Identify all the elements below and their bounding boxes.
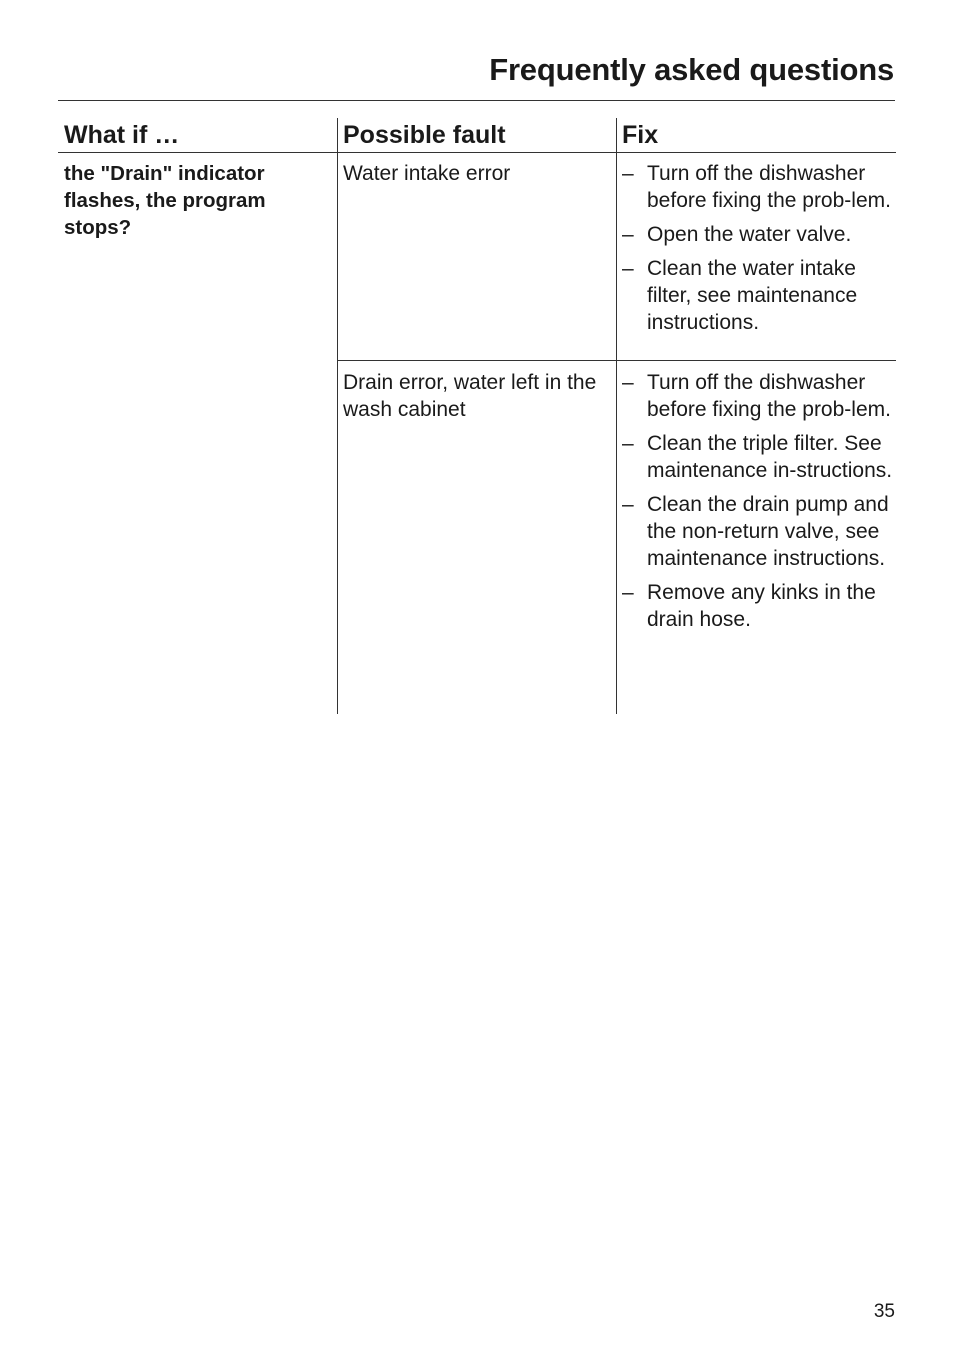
question-text: the "Drain" indicator flashes, the program stops? — [64, 162, 266, 239]
dash-bullet: – — [622, 223, 634, 246]
fix-text: Clean the drain pump and the non-return valve, see maintenance instructions. — [647, 493, 889, 570]
fix-item — [622, 430, 896, 484]
dash-bullet: – — [622, 257, 634, 280]
dash-bullet: – — [622, 581, 634, 604]
column-divider — [337, 118, 338, 714]
fault-cause: Water intake error — [343, 162, 511, 185]
fix-text: Turn off the dishwasher before fixing the prob-lem. — [647, 371, 891, 421]
header-possible-fault: Possible fault — [343, 121, 506, 149]
fix-item — [622, 579, 896, 633]
row-divider — [337, 360, 896, 361]
header-divider — [58, 152, 896, 153]
fix-item — [622, 369, 896, 423]
dash-bullet: – — [622, 162, 634, 185]
fix-text: Turn off the dishwasher before fixing the prob-lem. — [647, 162, 891, 212]
fix-item — [622, 491, 896, 572]
fix-text: Clean the triple filter. See maintenance in-structions. — [647, 432, 893, 482]
dash-bullet: – — [622, 493, 634, 516]
fault-cause: Drain error, water left in the wash cabinet — [343, 371, 597, 421]
page-title: Frequently asked questions — [489, 52, 894, 87]
fix-text: Clean the water intake filter, see maintenance instructions. — [647, 257, 858, 334]
column-divider — [616, 118, 617, 714]
fix-list — [622, 160, 896, 343]
title-divider — [58, 100, 895, 101]
page-number: 35 — [873, 1301, 895, 1322]
dash-bullet: – — [622, 432, 634, 455]
fix-list — [622, 369, 896, 640]
fix-item — [622, 221, 896, 248]
header-what-if: What if … — [64, 121, 180, 149]
fix-item — [622, 160, 896, 214]
fix-text: Remove any kinks in the drain hose. — [647, 581, 876, 631]
fix-text: Open the water valve. — [647, 223, 852, 246]
fix-item — [622, 255, 896, 336]
dash-bullet: – — [622, 371, 634, 394]
header-fix: Fix — [622, 121, 659, 149]
faq-table — [58, 118, 896, 714]
